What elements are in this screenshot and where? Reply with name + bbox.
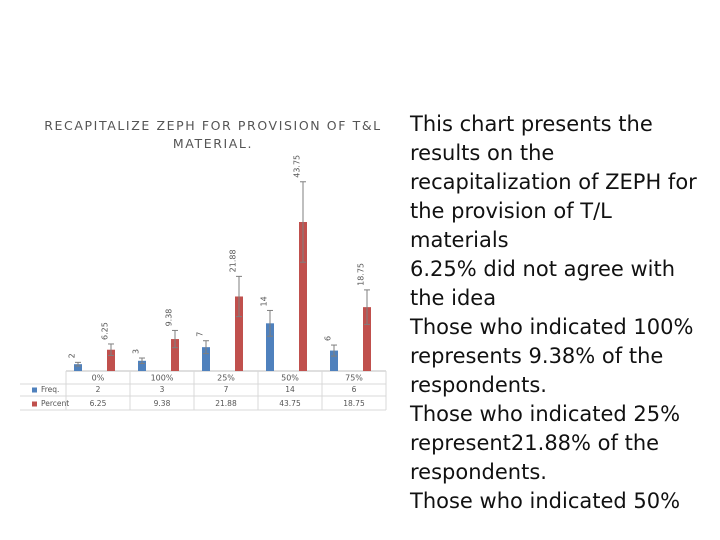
table-cell-0-1: 3 bbox=[159, 385, 165, 394]
legend-label-0: Freq. bbox=[41, 385, 60, 394]
table-cell-1-2: 21.88 bbox=[215, 399, 237, 408]
legend-label-1: Percent bbox=[41, 399, 70, 408]
description-paragraph-3: Those who indicated 100% represents 9.38% of the respondents. bbox=[410, 315, 694, 397]
table-category-3: 50% bbox=[281, 373, 299, 383]
table-category-4: 75% bbox=[345, 373, 363, 383]
table-cell-1-0: 6.25 bbox=[89, 399, 107, 408]
table-cell-0-4: 6 bbox=[351, 385, 357, 394]
table-cell-1-1: 9.38 bbox=[153, 399, 171, 408]
data-label-0-1: 3 bbox=[131, 348, 141, 355]
data-label-1-2: 21.88 bbox=[228, 249, 238, 273]
chart-title: RECAPITALIZE ZEPH FOR PROVISION OF T&L MATERIAL. bbox=[44, 118, 382, 151]
description-text bbox=[410, 110, 715, 516]
table-category-2: 25% bbox=[217, 373, 235, 383]
data-label-0-3: 14 bbox=[259, 296, 269, 307]
table-category-0: 0% bbox=[91, 373, 105, 383]
table-cell-0-0: 2 bbox=[95, 385, 101, 394]
table-cell-0-3: 14 bbox=[285, 385, 295, 394]
table-cell-1-3: 43.75 bbox=[279, 399, 301, 408]
data-label-1-1: 9.38 bbox=[164, 308, 174, 327]
description-paragraph-4: Those who indicated 25% represent21.88% of the respondents. bbox=[410, 402, 681, 484]
data-label-1-4: 18.75 bbox=[356, 262, 366, 286]
data-label-0-4: 6 bbox=[323, 335, 333, 342]
description-paragraph-5: Those who indicated 50% bbox=[410, 489, 681, 513]
data-label-1-0: 6.25 bbox=[100, 322, 110, 340]
data-label-0-2: 7 bbox=[195, 331, 205, 337]
table-category-1: 100% bbox=[150, 373, 174, 383]
data-label-0-0: 2 bbox=[67, 353, 77, 359]
table-cell-0-2: 7 bbox=[223, 385, 229, 394]
data-label-1-3: 43.75 bbox=[292, 154, 302, 178]
description-paragraph-1: This chart presents the results on the recapitalization of ZEPH for the provision of T/L materials bbox=[410, 112, 697, 252]
description-paragraph-2: 6.25% did not agree with the idea bbox=[410, 257, 676, 310]
table-cell-1-4: 18.75 bbox=[343, 399, 365, 408]
legend-swatch-1 bbox=[32, 402, 37, 407]
legend-swatch-0 bbox=[32, 388, 37, 393]
